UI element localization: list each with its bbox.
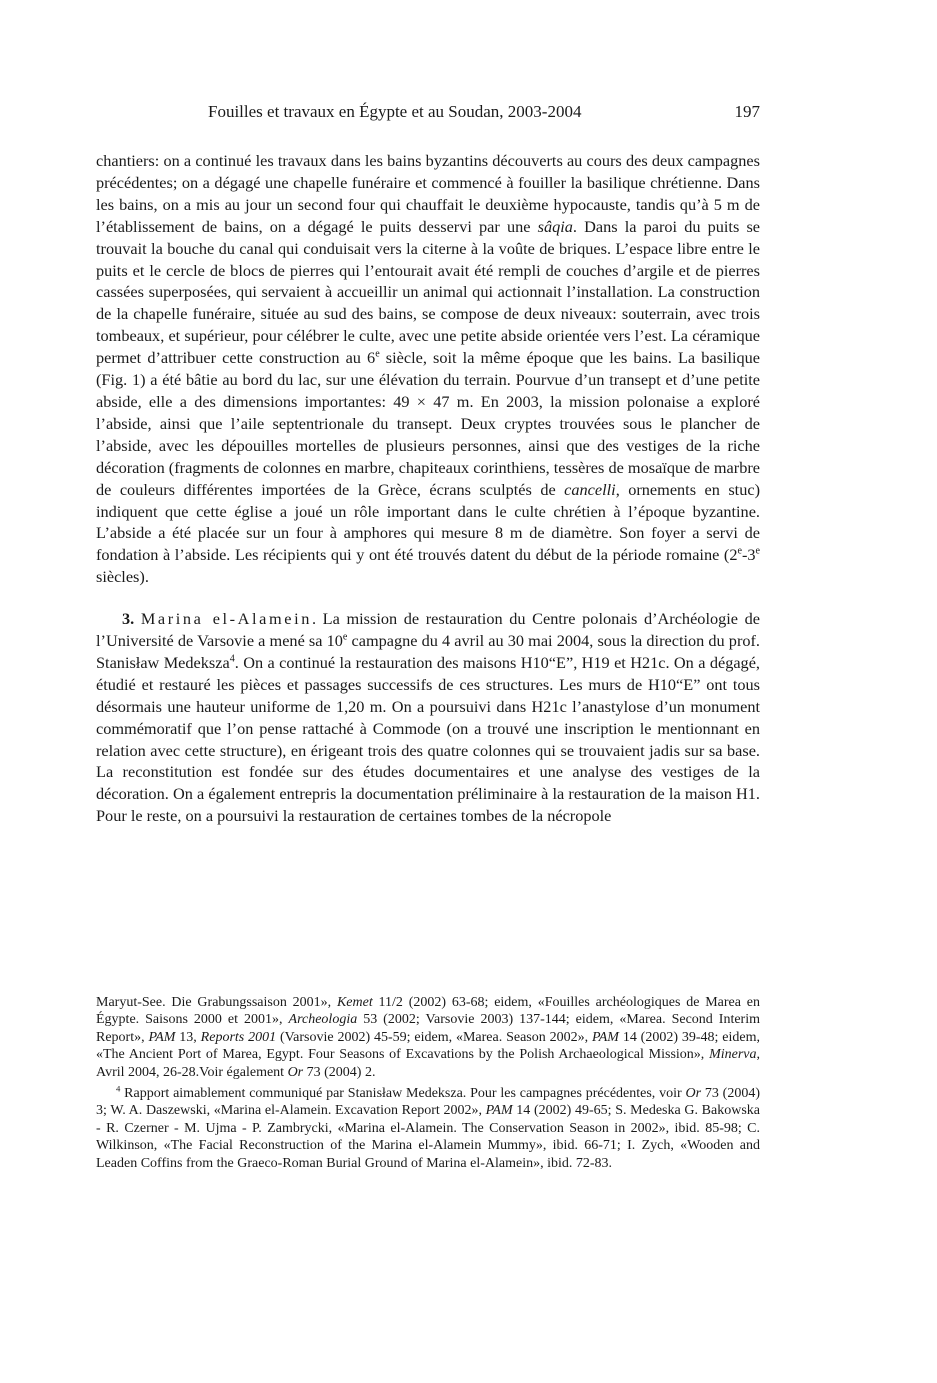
footnote-reference: 4 [229,653,235,665]
text-run: Rapport aimablement communiqué par Stanisław Medeksza. Pour les campagnes précédentes, voir [120,1086,686,1102]
section-site-name: Marina el-Alamein [140,609,312,629]
page-number: 197 [734,102,760,121]
footnote-continuation [96,994,760,1081]
text-run: , ornements en stuc) indiquent que cette église a joué un rôle important dans le culte chrétien à l’époque byzantine. L’abside a été placée sur un four à amphores qui mesure 8 m de diamètre. Son foyer a servi de fondation à l’abside. Les récipients qui y ont été trouvés datent du début de la période romaine (2 [96,479,760,565]
footnote-marker: 4 [116,1083,121,1094]
text-run: chantiers: on a continué les travaux dans les bains byzantins découverts au cours des deux campagnes précédentes; on a dégagé une chapelle funéraire et commencé à fouiller la basilique chrétienne. Dans les bains, on a mis au jour un second four qui chauffait le deuxième hypocauste, tandis qu’à 5 m de l’établissement de bains, on a dégagé le puits desservi par une [96,151,760,236]
superscript: e [755,545,760,557]
text-run: campagne du 4 avril au 30 mai 2004, sous la direction du prof. Stanisław Medeksza [96,631,760,672]
text-run: -3 [741,545,756,565]
running-title: Fouilles et travaux en Égypte et au Soudan, 2003-2004 [208,102,582,121]
footnote-4 [96,1085,760,1172]
journal-title: Reports 2001 [200,1029,277,1045]
text-run: siècles). [96,567,149,587]
footnotes [96,994,760,1172]
text-run: . La mission de restauration du Centre polonais d’Archéologie de l’Université de Varsovie a mené sa 10 [96,609,760,651]
text-run: 73 (2004) 2. [303,1064,376,1080]
journal-title: PAM [148,1029,176,1045]
text-run: . Dans la paroi du puits se trouvait la bouche du canal qui conduisait vers la citerne à la voûte de briques. L’espace libre entre le puits et le cercle de blocs de pierres qui l’entourait avait été rempli de couches d’argile et de pierres cassées superposées, qui servaient à accueillir un animal qui actionnait l’installation. La construction de la chapelle funéraire, située au sud des bains, se compose de deux niveaux: souterrain, avec trois tombeaux, et supérieur, pour célébrer le culte, avec une petite abside orientée vers l’est. La céramique permet d’attribuer cette construction au 6 [96,216,761,368]
section-marina-el-alamein [96,608,760,827]
superscript: e [737,545,742,557]
italic-term: sâqia [537,216,573,236]
running-header [96,100,760,124]
text-run: (Varsovie 2002) 45-59; eidem, «Marea. Season 2002», [276,1029,592,1045]
journal-title: Or [685,1086,702,1102]
text-run: siècle, soit la même époque que les bains. La basilique (Fig. 1) a été bâtie au bord du lac, sur une élévation du terrain. Pourvue d’un transept et d’une petite abside, elle a des dimensions importantes: 49 × 47 m. En 2003, la mission polonaise a exploré l’abside, ainsi que l’aile septentrionale du transept. Deux cryptes trouvées sous le plancher de l’abside, avec les dépouilles mortelles de plusieurs personnes, ainsi que des vestiges de la riche décoration (fragments de colonnes en marbre, chapiteaux corinthiens, tessères de mosaïque de marbre de couleurs différentes importées de la Grèce, écrans sculptés de [96,348,761,499]
text-run: . On a continué la restauration des maisons H10“E”, H19 et H21c. On a dégagé, étudié et restauré les pièces et passages successifs de ces structures. Les murs de H10“E” ont tous désormais une hauteur uniforme de 1,20 m. On a poursuivi dans H21c l’anastylose d’un monument commémoratif que l’on pense rattaché à Commode (on a trouvé une inscription le mentionnant en relation avec cette structure), en érigeant trois des quatre colonnes qui se trouvaient jadis sur sa base. La reconstitution est fondée sur des études documentaires et une analyse des vestiges de la décoration. On a également entrepris la documentation préliminaire à la restauration de la maison H1. Pour le reste, on a poursuivi la restauration de certaines tombes de la nécropole [96,652,760,826]
text-run: 13, [175,1029,201,1045]
journal-title: Or [287,1064,304,1080]
paragraph-chantiers [96,150,760,588]
text-run: 14 (2002) 39-48; eidem, «The Ancient Port of Marea, Egypt. Four Seasons of Excavations by the Polish Archaeological Mission», [96,1029,760,1063]
main-text [96,150,760,827]
text-run: 11/2 (2002) 63-68; eidem, «Fouilles archéologiques de Marea en Égypte. Saisons 2000 et 2001», [96,995,760,1028]
text-run: 14 (2002) 49-65; S. Medeska G. Bakowska - R. Czerner - M. Ujma - P. Zambrycki, «Marina el-Alamein. The Conservation Season in 2002», ibid. 85-98; C. Wilkinson, «The Facial Reconstruction of the Marina el-Alamein Mummy», ibid. 66-71; I. Zych, «Wooden and Leaden Coffins from the Graeco-Roman Burial Ground of Marina el-Alamein», ibid. 72-83. [96,1103,760,1171]
journal-title: Archeologia [288,1012,358,1028]
text-run: 73 (2004) 3; W. A. Daszewski, «Marina el-Alamein. Excavation Report 2002», [96,1086,760,1119]
journal-title: Minerva [709,1047,757,1063]
section-number: 3. [122,609,135,629]
text-run: Maryut-See. Die Grabungssaison 2001», [96,995,337,1010]
text-run: 53 (2002; Varsovie 2003) 137-144; eidem, «Marea. Second Interim Report», [96,1012,761,1045]
italic-term: cancelli [564,479,616,499]
journal-title: PAM [591,1029,619,1045]
superscript: e [342,631,348,643]
journal-title: PAM [485,1103,513,1119]
journal-title: Kemet [336,995,373,1010]
superscript: e [375,348,380,360]
text-run: , Avril 2004, 26-28.Voir également [96,1047,760,1080]
